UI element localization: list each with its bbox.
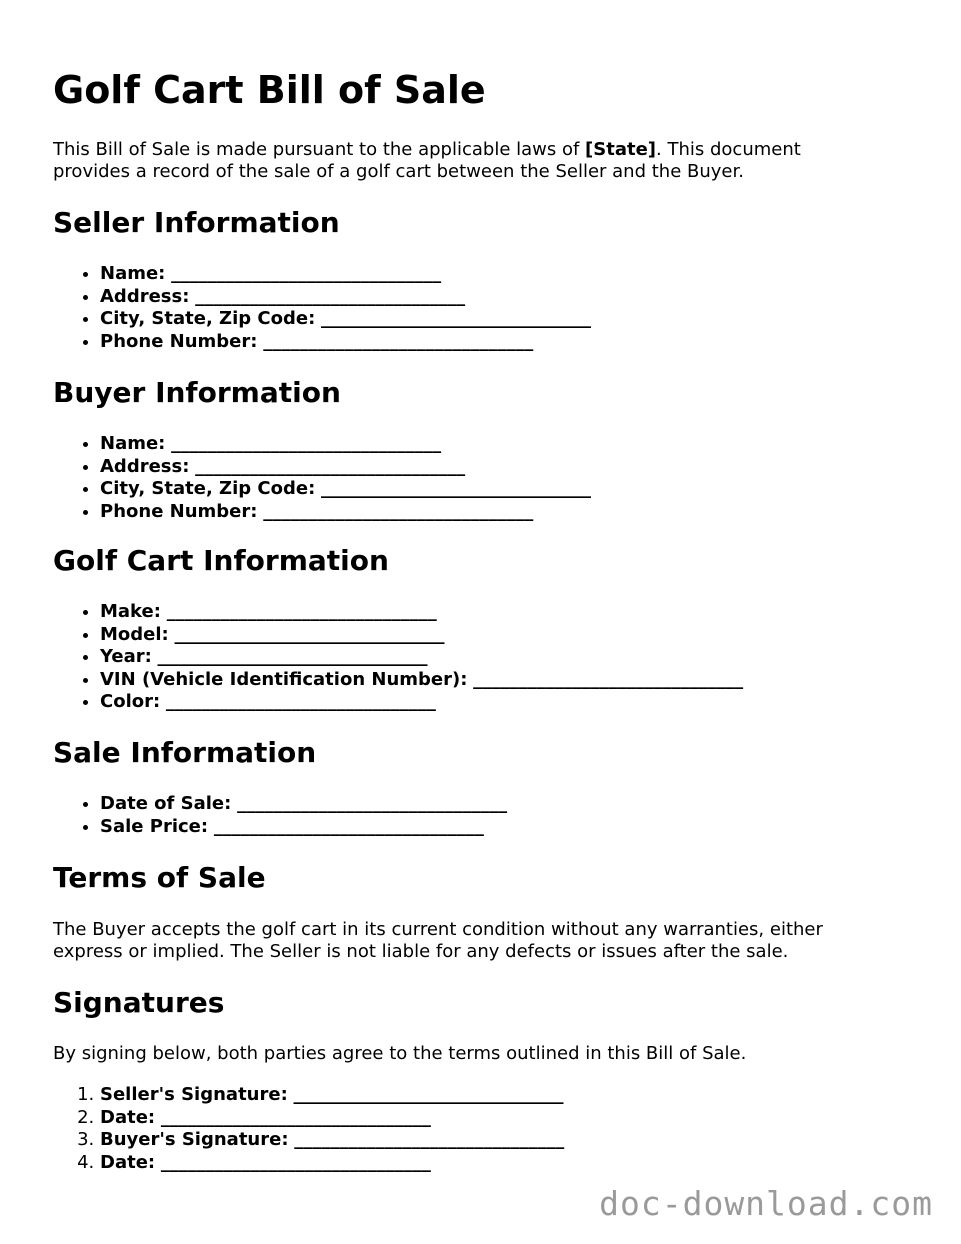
cart-vin-field[interactable]: • VIN (Vehicle Identification Number): ______________________________: [100, 669, 743, 692]
sale-fields-list: [53, 793, 507, 838]
cart-fields-list: [53, 601, 743, 714]
seller-fields-list: [53, 263, 591, 353]
intro-text-after: . This document provides a record of the sale of a golf cart between the Seller and the Buyer.: [53, 139, 801, 182]
buyer-heading: Buyer Information: [53, 376, 341, 409]
fill-line: ______________________________: [160, 1106, 431, 1128]
fill-line: ______________________________: [237, 793, 508, 814]
seller-date-field[interactable]: 2. Date: ______________________________: [100, 1107, 564, 1130]
seller-address-field[interactable]: • Address: ______________________________: [100, 286, 591, 309]
sale-heading: Sale Information: [53, 736, 317, 769]
buyer-signature-field[interactable]: 3. Buyer's Signature: ______________________________: [100, 1129, 564, 1152]
fill-line: ______________________________: [293, 1084, 564, 1105]
cart-model-field[interactable]: • Model: ______________________________: [100, 624, 743, 647]
fill-line: ______________________________: [165, 691, 436, 713]
sale-price-field[interactable]: • Sale Price: ______________________________: [100, 816, 507, 839]
seller-city-state-zip-field[interactable]: • City, State, Zip Code: ______________________________: [100, 308, 591, 331]
signatures-paragraph: By signing below, both parties agree to the terms outlined in this Bill of Sale.: [53, 1043, 747, 1064]
buyer-city-state-zip-field[interactable]: • City, State, Zip Code: ______________________________: [100, 478, 591, 501]
sale-date-field[interactable]: • Date of Sale: ______________________________: [100, 793, 507, 816]
fill-line: ______________________________: [195, 285, 466, 307]
cart-color-field[interactable]: • Color: ______________________________: [100, 691, 743, 714]
fill-line: ______________________________: [160, 1151, 431, 1173]
terms-paragraph: The Buyer accepts the golf cart in its current condition without any warranties, either express or implied. The Seller is not liable for any defects or issues after the sale.: [53, 919, 823, 962]
fill-line: ______________________________: [174, 623, 445, 645]
seller-name-field[interactable]: • Name: ______________________________: [100, 263, 591, 286]
watermark-text: doc-download.com: [599, 1184, 933, 1223]
cart-make-field[interactable]: • Make: ______________________________: [100, 601, 743, 624]
intro-paragraph: [53, 139, 873, 183]
signatures-list: [53, 1084, 564, 1174]
fill-line: ______________________________: [263, 500, 534, 522]
buyer-phone-field[interactable]: • Phone Number: ______________________________: [100, 501, 591, 524]
fill-line: ______________________________: [321, 478, 592, 500]
fill-line: ______________________________: [213, 815, 484, 837]
terms-heading: Terms of Sale: [53, 861, 266, 894]
fill-line: ______________________________: [195, 455, 466, 477]
seller-signature-field[interactable]: 1. Seller's Signature: ______________________________: [100, 1084, 564, 1107]
fill-line: ______________________________: [157, 646, 428, 668]
fill-line: ______________________________: [473, 668, 744, 690]
state-placeholder: [State]: [585, 139, 657, 160]
fill-line: ______________________________: [166, 601, 437, 622]
fill-line: ______________________________: [263, 330, 534, 352]
fill-line: ______________________________: [321, 308, 592, 330]
buyer-date-field[interactable]: 4. Date: ______________________________: [100, 1152, 564, 1175]
buyer-fields-list: [53, 433, 591, 523]
fill-line: ______________________________: [171, 433, 442, 454]
cart-heading: Golf Cart Information: [53, 544, 389, 577]
signatures-heading: Signatures: [53, 986, 225, 1019]
seller-phone-field[interactable]: • Phone Number: ______________________________: [100, 331, 591, 354]
buyer-name-field[interactable]: • Name: ______________________________: [100, 433, 591, 456]
fill-line: ______________________________: [294, 1129, 565, 1151]
cart-year-field[interactable]: • Year: ______________________________: [100, 646, 743, 669]
fill-line: ______________________________: [171, 263, 442, 284]
seller-heading: Seller Information: [53, 206, 340, 239]
buyer-address-field[interactable]: • Address: ______________________________: [100, 456, 591, 479]
document-title: Golf Cart Bill of Sale: [53, 68, 486, 112]
intro-text-before: This Bill of Sale is made pursuant to the applicable laws of: [53, 139, 586, 160]
